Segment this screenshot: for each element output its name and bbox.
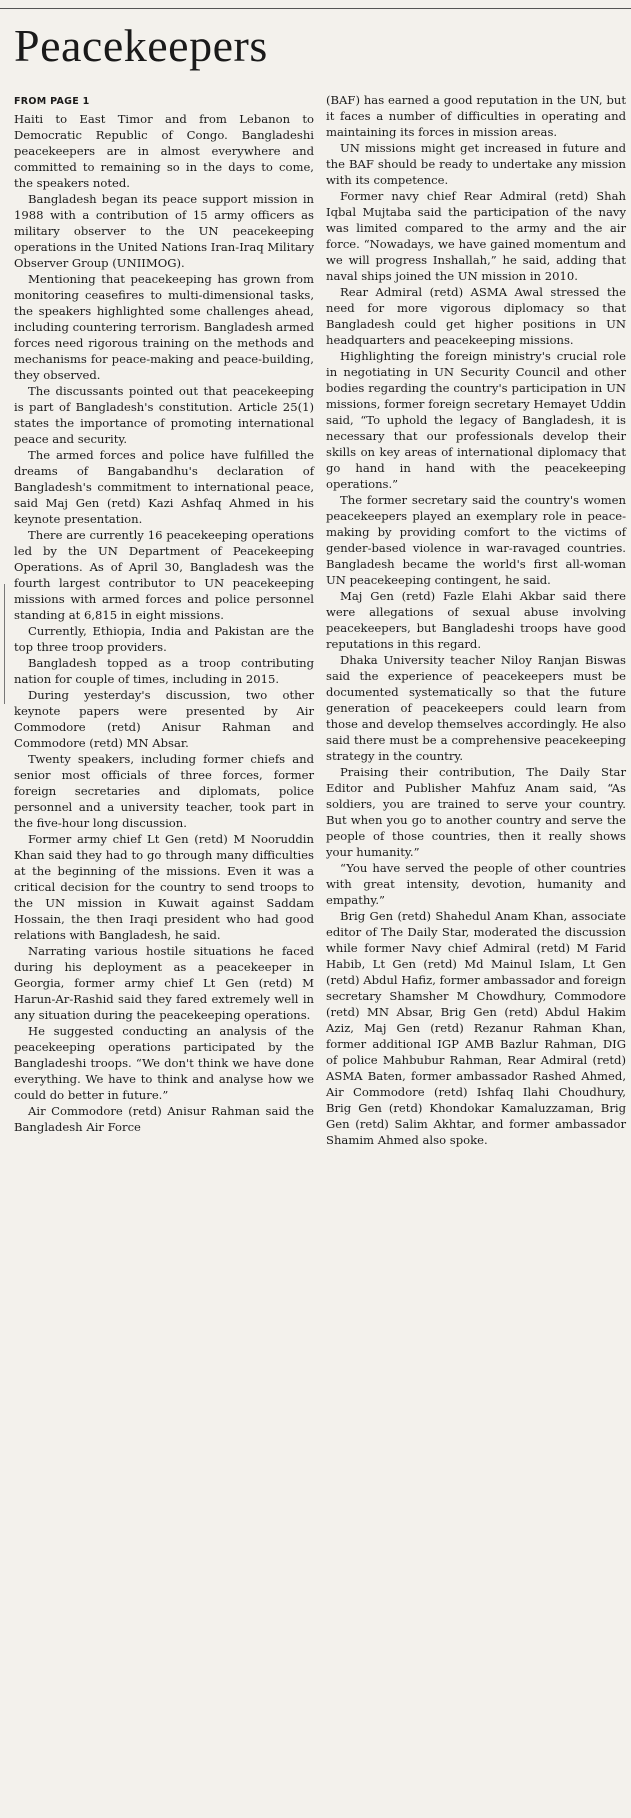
paragraph: Bangladesh began its peace support mission in 1988 with a contribution of 15 army officers as military observer to the UN peacekeeping operations in the United Nations Iran-Iraq Military Observer Group (UNIIMOG). — [14, 192, 314, 270]
paragraph: Highlighting the foreign ministry's crucial role in negotiating in UN Security Council and other bodies regarding the country's participation in UN missions, former foreign secretary Hemayet Uddin said, “To uphold the legacy of Bangladesh, it is necessary that our professionals develop their skills on key areas of international diplomacy that go hand in hand with the peacekeeping operations.” — [326, 349, 626, 491]
paragraph: Dhaka University teacher Niloy Ranjan Biswas said the experience of peacekeepers must be documented systematically so that the future generation of peacekeepers could learn from those and develop themselves accordingly. He also said there must be a comprehensive peacekeeping strategy in the country. — [326, 653, 626, 763]
headline: Peacekeepers — [14, 20, 268, 71]
paragraph: Praising their contribution, The Daily Star Editor and Publisher Mahfuz Anam said, “As soldiers, you are trained to serve your country. But when you go to another country and serve the people of those countries, then it really shows your humanity.” — [326, 765, 626, 859]
column-margin-rule — [4, 584, 5, 704]
paragraph: He suggested conducting an analysis of the peacekeeping operations participated by the Bangladeshi troops. “We don't think we have done everything. We have to think and analyse how we could do better in future.” — [14, 1024, 314, 1102]
kicker: FROM PAGE 1 — [14, 96, 90, 107]
paragraph: Former navy chief Rear Admiral (retd) Shah Iqbal Mujtaba said the participation of the navy was limited compared to the army and the air force. “Nowadays, we have gained momentum and we will progress Inshallah,” he said, adding that naval ships joined the UN mission in 2010. — [326, 189, 626, 283]
paragraph: Narrating various hostile situations he faced during his deployment as a peacekeeper in Georgia, former army chief Lt Gen (retd) M Harun-Ar-Rashid said they fared extremely well in any situation during the peacekeeping operations. — [14, 944, 314, 1022]
paragraph: The former secretary said the country's women peacekeepers played an exemplary role in peace-making by providing comfort to the victims of gender-based violence in war-ravaged countries. Bangladesh became the world's first all-woman UN peacekeeping contingent, he said. — [326, 493, 626, 587]
paragraph: Brig Gen (retd) Shahedul Anam Khan, associate editor of The Daily Star, moderated the discussion while former Navy chief Admiral (retd) M Farid Habib, Lt Gen (retd) Md Mainul Islam, Lt Gen (retd) Abdul Hafiz, former ambassador and foreign secretary Shamsher M Chowdhury, Commodore (retd) MN Absar, Brig Gen (retd) Abdul Hakim Aziz, Maj Gen (retd) Rezanur Rahman Khan, former additional IGP AMB Bazlur Rahman, DIG of police Mahbubur Rahman, Rear Admiral (retd) ASMA Baten, former ambassador Rashed Ahmed, Air Commodore (retd) Ishfaq Ilahi Choudhury, Brig Gen (retd) Khondokar Kamaluzzaman, Brig Gen (retd) Salim Akhtar, and former ambassador Shamim Ahmed also spoke. — [326, 909, 626, 1147]
paragraph: Bangladesh topped as a troop contributing nation for couple of times, including in 2015. — [14, 656, 314, 686]
paragraph: The armed forces and police have fulfilled the dreams of Bangabandhu's declaration of Bangladesh's commitment to international peace, said Maj Gen (retd) Kazi Ashfaq Ahmed in his keynote presentation. — [14, 448, 314, 526]
paragraph: Maj Gen (retd) Fazle Elahi Akbar said there were allegations of sexual abuse involving peacekeepers, but Bangladeshi troops have good reputations in this regard. — [326, 589, 626, 651]
top-rule — [0, 8, 631, 9]
paragraph: Air Commodore (retd) Anisur Rahman said the Bangladesh Air Force — [14, 1104, 314, 1134]
paragraph: Haiti to East Timor and from Lebanon to Democratic Republic of Congo. Bangladeshi peacekeepers are in almost everywhere and committed to remaining so in the days to come, the speakers noted. — [14, 112, 314, 190]
left-column — [14, 92, 314, 1148]
paragraph: Currently, Ethiopia, India and Pakistan are the top three troop providers. — [14, 624, 314, 654]
right-column — [326, 92, 626, 1148]
paragraph: There are currently 16 peacekeeping operations led by the UN Department of Peacekeeping Operations. As of April 30, Bangladesh was the fourth largest contributor to UN peacekeeping missions with armed forces and police personnel standing at 6,815 in eight missions. — [14, 528, 314, 622]
paragraph: Twenty speakers, including former chiefs and senior most officials of three forces, former foreign secretaries and diplomats, police personnel and a university teacher, took part in the five-hour long discussion. — [14, 752, 314, 830]
paragraph: During yesterday's discussion, two other keynote papers were presented by Air Commodore (retd) Anisur Rahman and Commodore (retd) MN Absar. — [14, 688, 314, 750]
paragraph: Mentioning that peacekeeping has grown from monitoring ceasefires to multi-dimensional tasks, the speakers highlighted some challenges ahead, including countering terrorism. Bangladesh armed forces need rigorous training on the methods and mechanisms for peace-making and peace-building, they observed. — [14, 272, 314, 382]
paragraph: Rear Admiral (retd) ASMA Awal stressed the need for more vigorous diplomacy so that Bangladesh could get higher positions in UN headquarters and peacekeeping missions. — [326, 285, 626, 347]
paragraph: UN missions might get increased in future and the BAF should be ready to undertake any mission with its competence. — [326, 141, 626, 187]
paragraph: “You have served the people of other countries with great intensity, devotion, humanity and empathy.” — [326, 861, 626, 907]
paragraph: Former army chief Lt Gen (retd) M Nooruddin Khan said they had to go through many difficulties at the beginning of the missions. Even it was a critical decision for the country to send troops to the UN mission in Kuwait against Saddam Hossain, the then Iraqi president who had good relations with Bangladesh, he said. — [14, 832, 314, 942]
paragraph: (BAF) has earned a good reputation in the UN, but it faces a number of difficulties in operating and maintaining its forces in mission areas. — [326, 93, 626, 139]
paragraph: The discussants pointed out that peacekeeping is part of Bangladesh's constitution. Article 25(1) states the importance of promoting international peace and security. — [14, 384, 314, 446]
article-body — [14, 92, 626, 1148]
